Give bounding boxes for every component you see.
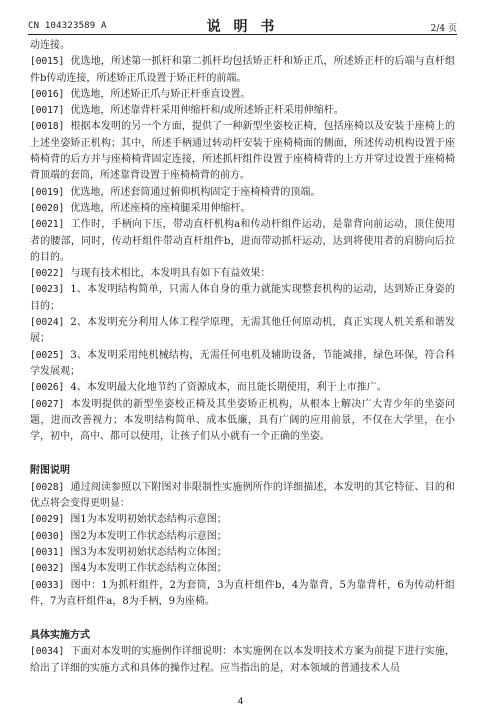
paragraph	[30, 315, 455, 348]
paragraph-number: [0026]	[30, 382, 65, 394]
paragraph-number: [0028]	[30, 481, 65, 493]
page-number: 4	[237, 697, 244, 707]
document-body	[30, 38, 455, 677]
paragraph	[30, 266, 455, 282]
section-title-drawings: 附图说明	[30, 465, 70, 477]
paragraph	[30, 185, 455, 201]
paragraph-number: [0032]	[30, 563, 65, 575]
paragraph	[30, 87, 455, 103]
paragraph	[30, 38, 455, 54]
paragraph-text: 优选地，所述矫正爪与矫正杆垂直设置。	[70, 88, 251, 100]
paragraph-number: [0022]	[30, 268, 65, 280]
paragraph-number: [0020]	[30, 202, 65, 214]
section-title-embodiment: 具体实施方式	[30, 630, 90, 642]
paragraph	[30, 561, 455, 577]
paragraph-number: [0016]	[30, 88, 65, 100]
paragraph	[30, 380, 455, 396]
paragraph-number: [0030]	[30, 530, 65, 542]
paragraph	[30, 217, 455, 266]
paragraph-number: [0015]	[30, 56, 65, 68]
paragraph-text: 与现有技术相比，本发明具有如下有益效果：	[70, 268, 271, 280]
paragraphs-top	[30, 38, 455, 445]
paragraph	[30, 282, 455, 315]
paragraphs-embodiment	[30, 644, 455, 677]
paragraph	[30, 54, 455, 87]
paragraph	[30, 480, 455, 513]
paragraph-text: 工作时，手柄向下压，带动直杆机构a和传动杆组件运动，是靠背向前运动，顶住使用者的腰部，同时，传动杆组件带动直杆组件b，进而带动抓杆运动，达到将使用者的肩膀向后拉的目的。	[30, 219, 455, 263]
paragraph	[30, 545, 455, 561]
paragraph-text: 动连接。	[30, 40, 70, 51]
paragraph-number: [0027]	[30, 398, 65, 410]
header-divider	[28, 34, 457, 35]
paragraph-text: 根据本发明的另一个方面，提供了一种新型坐姿校正椅，包括座椅以及安装于座椅上的上述坐姿矫正机构；其中，所述手柄通过转动杆安装于座椅椅面的侧面，所述传动机构设置于座椅椅背的后方并与座椅椅背固定连接，所述抓杆组件设置于座椅椅背的上方并穿过设置于座椅椅背顶端的套筒，所述靠背设置于座椅椅背的前方。	[30, 121, 455, 182]
paragraph-text: 图中：1为抓杆组件，2为套筒，3为直杆组件b，4为靠背，5为靠背杆，6为传动杆组件，7为直杆组件a，8为手柄，9为座椅。	[30, 579, 455, 607]
paragraph	[30, 348, 455, 381]
paragraph-text: 2、本发明充分利用人体工程学原理，无需其他任何原动机，真正实现人机关系和谐发展；	[30, 317, 455, 345]
paragraph-text: 图3为本发明初始状态结构立体图；	[70, 546, 227, 558]
page-header	[28, 16, 457, 34]
paragraph-number: [0018]	[30, 121, 65, 133]
paragraph	[30, 512, 455, 528]
paragraph	[30, 119, 455, 184]
paragraph-text: 图4为本发明工作状态结构立体图；	[70, 563, 227, 575]
patent-number: CN 104323589 A	[28, 21, 107, 31]
paragraph-text: 下面对本发明的实施例作详细说明：本实施例在以本发明技术方案为前提下进行实施，给出了详细的实施方式和具体的操作过程。应当指出的是，对本领域的普通技术人员	[30, 646, 455, 674]
paragraph-number: [0021]	[30, 219, 65, 231]
page-indicator: 2/4 页	[430, 24, 457, 34]
paragraph	[30, 103, 455, 119]
paragraph-number: [0023]	[30, 284, 65, 296]
paragraph-number: [0019]	[30, 186, 65, 198]
paragraph-text: 4、本发明最大化地节约了资源成本，而且能长期使用，利于上市推广。	[70, 382, 387, 394]
paragraph	[30, 201, 455, 217]
paragraph	[30, 529, 455, 545]
paragraph-text: 图1为本发明初始状态结构示意图；	[70, 514, 227, 526]
paragraph-text: 图2为本发明工作状态结构示意图；	[70, 530, 227, 542]
paragraph-number: [0024]	[30, 317, 65, 329]
paragraph	[30, 578, 455, 611]
paragraph-number: [0034]	[30, 646, 65, 658]
paragraph-text: 通过阅读参照以下附图对非限制性实施例所作的详细描述，本发明的其它特征、目的和优点将会变得更明显：	[30, 481, 455, 510]
paragraph-number: [0033]	[30, 579, 65, 591]
paragraph-text: 1、本发明结构简单，只需人体自身的重力就能实现整套机构的运动，达到矫正身姿的目的；	[30, 284, 455, 312]
paragraph-number: [0017]	[30, 105, 65, 117]
paragraph-number: [0031]	[30, 546, 65, 558]
paragraph-text: 优选地，所述靠背杆采用伸缩杆和/或所述矫正杆采用伸缩杆。	[70, 105, 344, 117]
document-title: 说 明 书	[206, 19, 279, 35]
paragraph-number: [0029]	[30, 514, 65, 526]
paragraph	[30, 397, 455, 446]
paragraph-number: [0025]	[30, 349, 65, 361]
paragraph	[30, 644, 455, 677]
paragraph-text: 3、本发明采用纯机械结构，无需任何电机及辅助设备，节能减排，绿色环保，符合科学发展观；	[30, 349, 455, 377]
paragraphs-drawings	[30, 480, 455, 610]
paragraph-text: 优选地，所述座椅的座椅腿采用伸缩杆。	[70, 202, 251, 214]
paragraph-text: 优选地，所述套筒通过俯仰机构固定于座椅椅背的顶端。	[70, 186, 321, 198]
paragraph-text: 优选地，所述第一抓杆和第二抓杆均包括矫正杆和矫正爪，所述矫正杆的后端与直杆组件b传动连接，所述矫正爪设置于矫正杆的前端。	[30, 56, 455, 84]
paragraph-text: 本发明提供的新型坐姿校正椅及其坐姿矫正机构，从根本上解决广大青少年的坐姿问题，进而改善视力；本发明结构简单、成本低廉，具有广阔的应用前景，不仅在大学里，在小学，初中，高中、都可以使用，让孩子们从小就有一个正确的坐姿。	[30, 398, 455, 443]
